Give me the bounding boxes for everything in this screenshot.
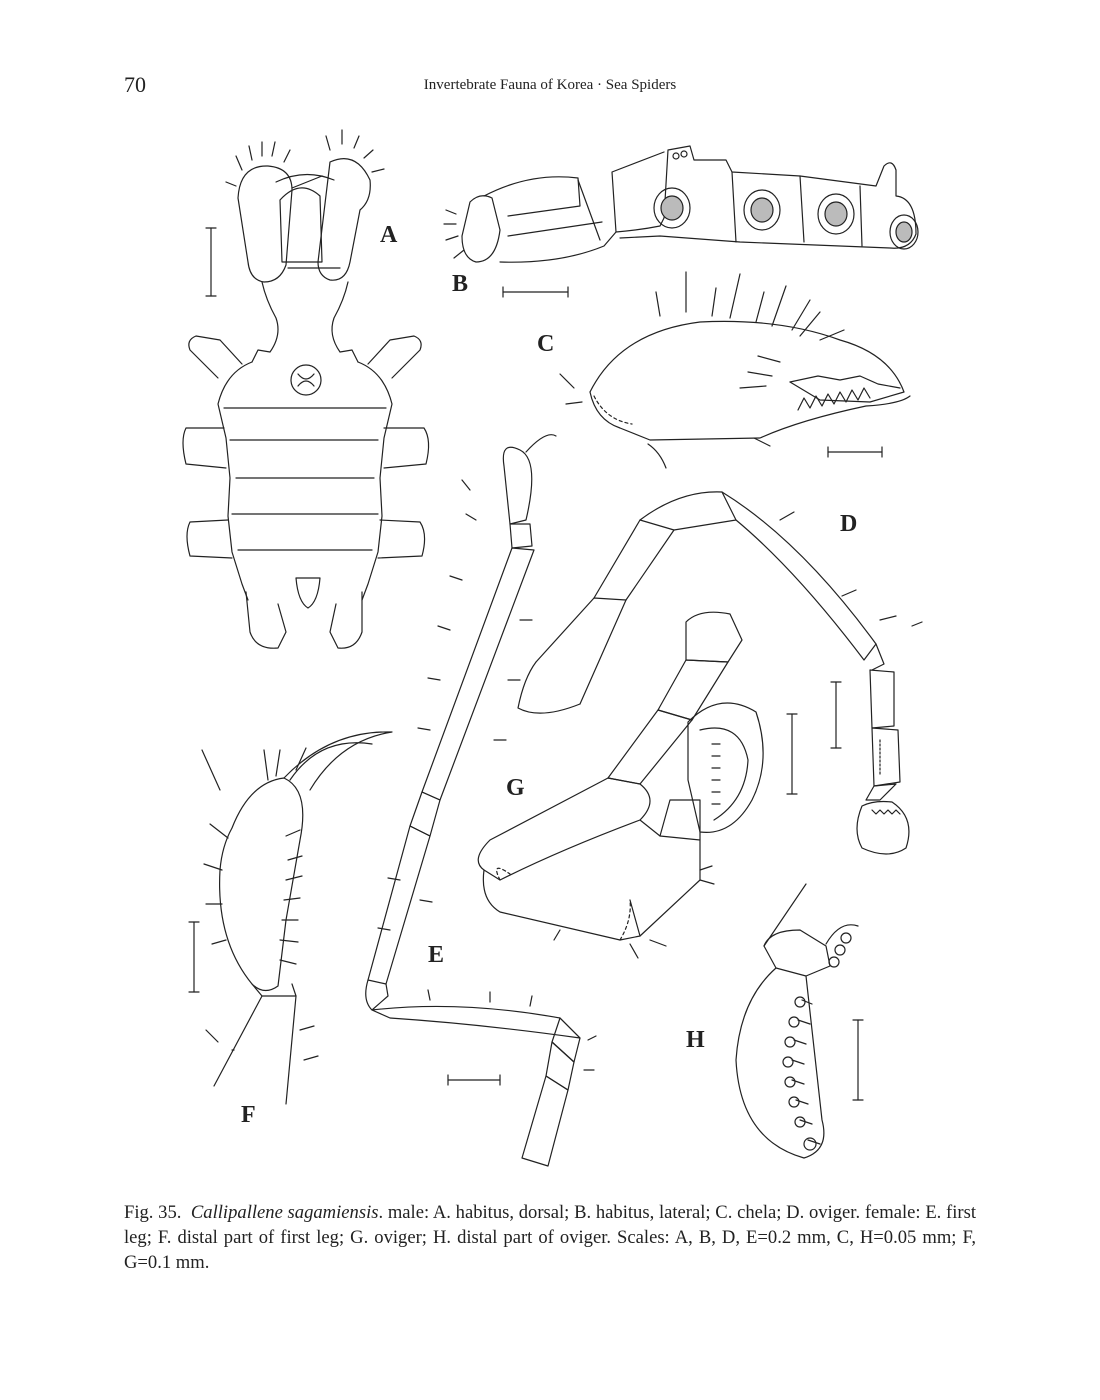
- panel-label-f: F: [241, 1102, 256, 1128]
- drawing-b-habitus-lateral: [444, 146, 918, 297]
- panel-label-h: H: [686, 1027, 705, 1053]
- drawing-f-distal-leg: [189, 732, 392, 1104]
- page-number: 70: [124, 72, 146, 97]
- drawing-h-distal-oviger: [736, 884, 863, 1158]
- panel-label-b: B: [452, 271, 469, 297]
- drawing-c-chela: [560, 272, 910, 468]
- figure-caption: [124, 1200, 976, 1275]
- panel-label-e: E: [428, 942, 445, 968]
- drawing-g-oviger: [478, 612, 797, 958]
- drawing-d-oviger: [518, 492, 922, 854]
- drawing-e-first-leg: [366, 435, 596, 1166]
- panel-label-c: C: [537, 331, 555, 357]
- caption-text: . male: A. habitus, dorsal; B. habitus, lateral; C. chela; D. oviger. female: E. first leg; F. distal part of first leg; G. oviger; H. distal part of oviger. Scales: A, B, D, E=0.2 mm, C, H=0.05 mm; F, G=0.1 mm.: [124, 1202, 977, 1273]
- running-head: Invertebrate Fauna of Korea · Sea Spiders: [423, 77, 677, 93]
- panel-label-a: A: [380, 222, 398, 248]
- caption-species: Callipallene sagamiensis: [190, 1202, 379, 1223]
- panel-label-g: G: [506, 775, 525, 801]
- caption-prefix: Fig. 35.: [124, 1202, 182, 1223]
- drawing-a-habitus-dorsal: [183, 130, 429, 648]
- panel-label-d: D: [840, 511, 858, 537]
